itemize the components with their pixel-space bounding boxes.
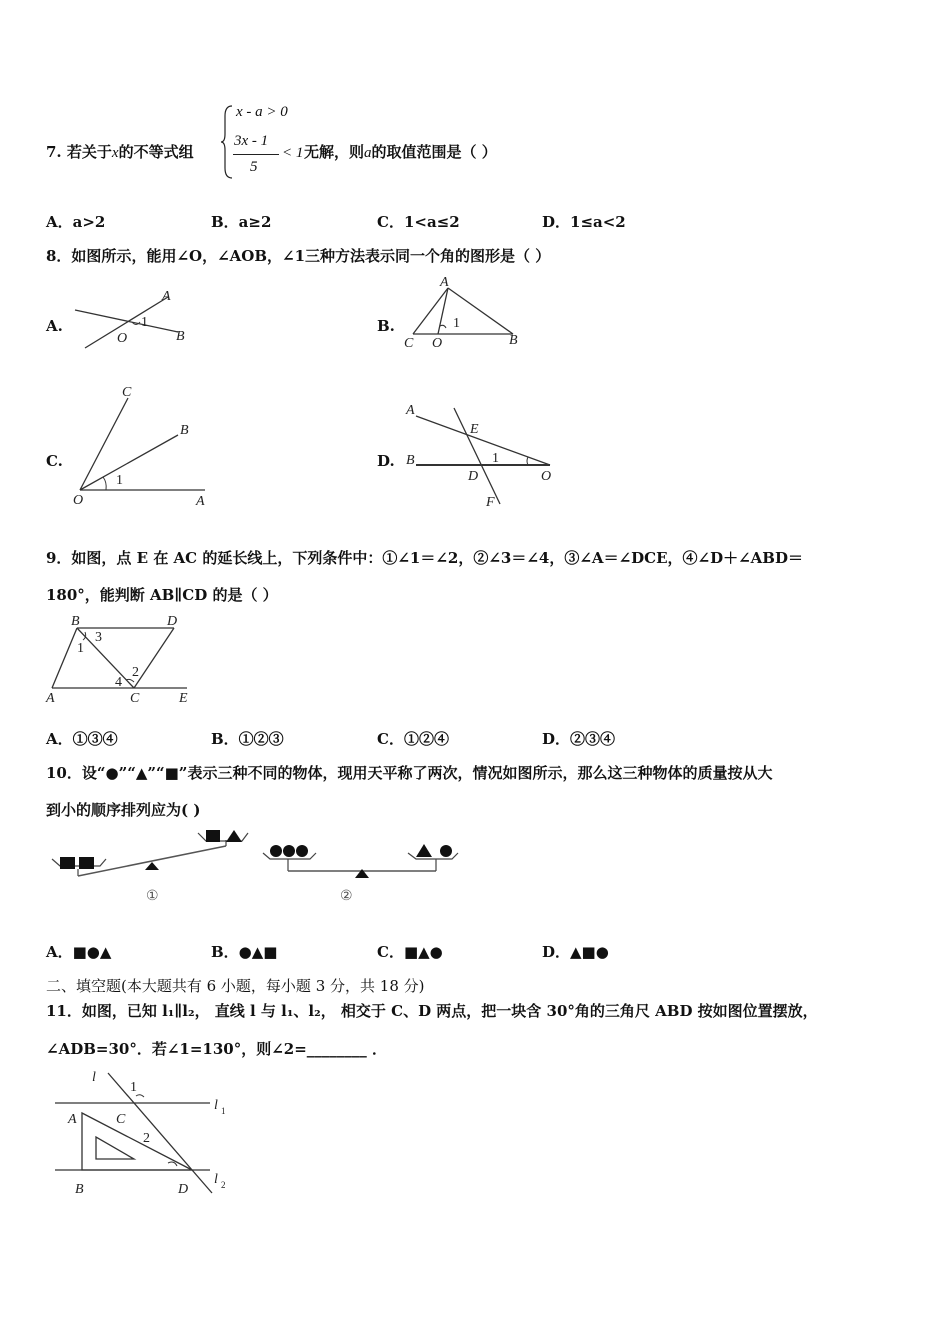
q7-stem (46, 141, 194, 162)
svg-text:1: 1 (130, 1080, 137, 1095)
svg-text:1: 1 (492, 451, 499, 466)
svg-text:D: D (468, 469, 479, 484)
q7-option-b[interactable]: B．a≥2 (211, 213, 272, 231)
svg-text:2: 2 (143, 1131, 150, 1146)
q8-stem: 8．如图所示，能用∠O，∠AOB，∠1三种方法表示同一个角的图形是（ ） (46, 247, 551, 265)
q7-option-c[interactable]: C．1<a≤2 (377, 213, 460, 231)
svg-text:F: F (486, 495, 495, 510)
q7-var-a: a (364, 145, 372, 161)
q7-frac-bar (233, 154, 279, 155)
q10-stem-line1: 10．设“●”“▲”“■”表示三种不同的物体，现用天平称了两次，情况如图所示，那么这三种物体的质量按从大 (46, 764, 773, 782)
svg-text:2: 2 (221, 1180, 226, 1190)
q7-text-before: 若关于 (66, 143, 112, 161)
svg-text:D: D (167, 614, 178, 629)
svg-text:B: B (180, 423, 189, 438)
svg-text:C: C (122, 385, 132, 400)
svg-text:A: A (162, 289, 171, 304)
svg-text:A: A (196, 494, 205, 509)
svg-text:1: 1 (141, 315, 148, 330)
svg-text:C: C (404, 336, 414, 351)
svg-text:C: C (116, 1112, 126, 1127)
svg-text:O: O (117, 331, 128, 346)
svg-text:A: A (406, 403, 415, 418)
q7-frac-rel: < 1 (282, 145, 304, 161)
svg-text:O: O (73, 493, 84, 508)
q7-var-x: x (111, 145, 119, 161)
svg-text:B: B (75, 1182, 84, 1197)
q11-figure (50, 1065, 240, 1200)
q8-figure-d (400, 398, 565, 513)
q9-option-c[interactable]: C．①②④ (377, 730, 449, 748)
q7-ineq-line1: x - a > 0 (236, 104, 288, 120)
q10-figure (48, 826, 468, 911)
svg-text:l: l (92, 1070, 96, 1085)
svg-text:1: 1 (116, 473, 123, 488)
svg-text:3: 3 (95, 630, 102, 645)
q7-frac-den: 5 (250, 159, 258, 175)
svg-text:E: E (179, 691, 188, 706)
q9-option-d[interactable]: D．②③④ (542, 730, 616, 748)
q10-option-c[interactable]: C．■▲● (377, 943, 443, 961)
q7-text-mid: 的不等式组 (118, 143, 194, 161)
q8-label-a[interactable]: A. (46, 317, 63, 335)
q7-text-after: 无解，则 (304, 143, 365, 161)
svg-text:l: l (214, 1098, 218, 1113)
svg-text:1: 1 (453, 316, 460, 331)
q7-frac-num: 3x - 1 (234, 133, 269, 149)
q7-text-end: 的取值范围是（ ） (371, 143, 497, 161)
svg-text:D: D (178, 1182, 189, 1197)
svg-text:O: O (541, 469, 552, 484)
q8-label-c[interactable]: C. (46, 452, 63, 470)
q8-figure-c (70, 380, 215, 510)
svg-text:2: 2 (132, 665, 139, 680)
q8-figure-b (398, 272, 528, 352)
svg-text:1: 1 (221, 1106, 226, 1116)
q8-figure-a (70, 285, 200, 350)
q8-label-d[interactable]: D. (377, 452, 395, 470)
q10-stem-line2: 到小的顺序排列应为( ) (46, 801, 201, 819)
q7-brace (222, 104, 234, 180)
section-heading: 二、填空题(本大题共有 6 小题，每小题 3 分，共 18 分) (46, 977, 425, 995)
q8-label-b[interactable]: B. (377, 317, 395, 335)
q10-fig-label-2: ② (340, 889, 353, 904)
svg-text:B: B (406, 453, 415, 468)
q9-option-a[interactable]: A．①③④ (46, 730, 118, 748)
svg-text:1: 1 (77, 641, 84, 656)
q7-stem-tail (304, 141, 497, 162)
svg-text:4: 4 (115, 675, 122, 690)
svg-text:B: B (71, 614, 80, 629)
q10-fig-label-1: ① (146, 889, 159, 904)
q7-option-d[interactable]: D．1≤a<2 (542, 213, 626, 231)
svg-text:C: C (130, 691, 140, 706)
svg-text:B: B (509, 333, 518, 348)
svg-text:A: A (440, 275, 449, 290)
q9-option-b[interactable]: B．①②③ (211, 730, 284, 748)
q9-stem-line2: 180°，能判断 AB∥CD 的是（ ） (46, 586, 278, 604)
svg-text:E: E (470, 422, 479, 437)
q11-stem-line2: ∠ADB=30°．若∠1=130°，则∠2=________ ． (46, 1040, 388, 1058)
svg-text:A: A (68, 1112, 77, 1127)
q7-num: 7. (46, 143, 62, 161)
q10-option-b[interactable]: B．●▲■ (211, 943, 278, 961)
q7-option-a[interactable]: A．a>2 (46, 213, 106, 231)
q11-stem-line1: 11．如图，已知 l₁∥l₂， 直线 l 与 l₁、l₂， 相交于 C、D 两点，把一块含 30°角的三角尺 ABD 按如图位置摆放， (46, 1002, 818, 1020)
q9-figure (42, 610, 202, 710)
svg-text:O: O (432, 336, 443, 351)
q10-option-a[interactable]: A．■●▲ (46, 943, 112, 961)
q9-stem-line1: 9．如图，点 E 在 AC 的延长线上，下列条件中：①∠1＝∠2，②∠3＝∠4，③∠A＝∠DCE，④∠D＋∠ABD＝ (46, 549, 803, 567)
svg-text:l: l (214, 1172, 218, 1187)
svg-text:A: A (46, 691, 55, 706)
q10-option-d[interactable]: D．▲■● (542, 943, 609, 961)
svg-text:B: B (176, 329, 185, 344)
